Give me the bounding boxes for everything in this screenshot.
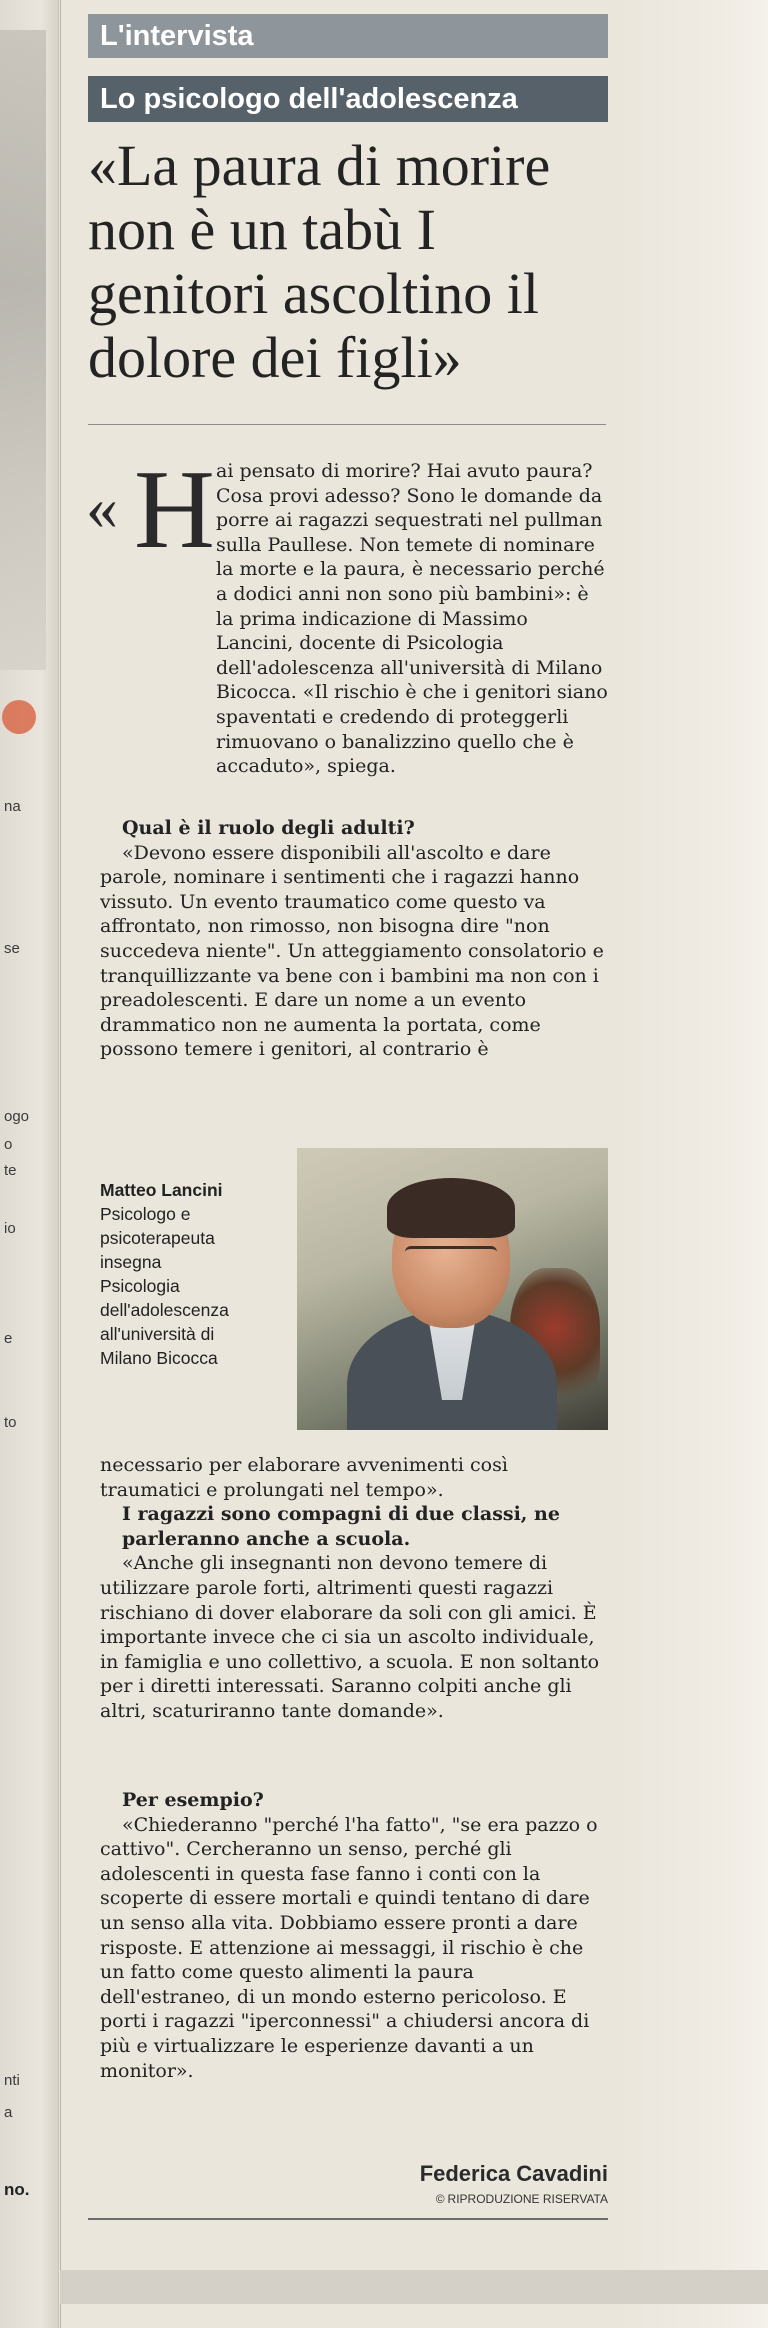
qa-block-3 [100,1788,608,2083]
caption-line: dell'adolescenza [100,1300,229,1320]
adjacent-fragment: to [4,1414,17,1431]
question-1: Qual è il ruolo degli adulti? [122,817,415,839]
qa-block-2 [100,1453,608,1724]
article-end-rule [88,2218,608,2220]
bottom-page-strip [60,2270,768,2304]
adjacent-fragment: a [4,2104,13,2121]
headline: «La paura di morire non è un tabù I genitori ascoltino il dolore dei figli» [88,133,551,390]
section-label: Lo psicologo dell'adolescenza [88,76,608,122]
caption-line: all'università di [100,1324,215,1344]
adjacent-fragment: na [4,798,21,815]
question-2: I ragazzi sono compagni di due classi, ne parleranno anche a scuola. [122,1503,560,1550]
drop-cap-letter: H [134,448,215,572]
caption-name: Matteo Lancini [100,1180,223,1200]
answer-2: «Anche gli insegnanti non devono temere di utilizzare parole forti, altrimenti questi ragazzi rischiano di dover elaborare da soli con gli amici. È importante invece che ci sia un ascolto individuale, in famiglia e uno collettivo, a scuola. E non soltanto per i diretti interessati. Saranno colpiti anche gli altri, scaturiranno tante domande». [100,1552,600,1722]
photo-caption [100,1178,290,1370]
qa-block-1 [100,816,608,1062]
drop-cap-quote: « [86,472,118,543]
answer-1: «Devono essere disponibili all'ascolto e dare parole, nominare i sentimenti che i ragazzi hanno vissuto. Un evento traumatico come questo va affrontato, non rimosso, non bisogna dire "non succedeva niente". Un atteggiamento consolatorio e tranquillizzante va bene con i bambini ma non con i preadolescenti. E dare un nome a un evento drammatico non ne aumenta la portata, come possono temere i genitori, al contrario è [100,841,604,1061]
headline-divider [88,424,606,425]
adjacent-fragment: e [4,1330,13,1347]
caption-line: Psicologia [100,1276,180,1296]
answer-3: «Chiederanno "perché l'ha fatto", "se era pazzo o cattivo". Cercheranno un senso, perché gli adolescenti in questa fase fanno i conti con la scoperte di essere mortali e quindi tentano di dare un senso alla vita. Dobbiamo essere pronti a dare risposte. E attenzione ai messaggi, il rischio è che un fatto come questo alimenti la paura dell'estraneo, di un mondo esterno pericoloso. E porti i ragazzi "iperconnessi" a chiudersi ancora di più e virtualizzare le esperienze davanti a un monitor». [100,1813,598,2082]
page-fold-line [60,0,61,2328]
copyright-text: RIPRODUZIONE RISERVATA [447,2192,608,2206]
caption-line: psicoterapeuta [100,1228,215,1248]
copyright-icon: © [435,2192,445,2206]
adjacent-fragment: io [4,1220,16,1237]
adjacent-page-badge [2,700,36,734]
portrait-photo [297,1148,608,1430]
author-byline: Federica Cavadini [419,2161,608,2186]
adjacent-fragment: nti [4,2072,20,2089]
right-page-margin [618,0,768,2328]
caption-line: Psicologo e [100,1204,191,1224]
answer-1-continued: necessario per elaborare avvenimenti così traumatici e prolungati nel tempo». [100,1454,508,1501]
adjacent-page-photo [0,30,46,670]
question-3: Per esempio? [122,1789,264,1811]
adjacent-fragment: te [4,1162,17,1179]
lead-paragraph [100,459,608,779]
kicker-label: L'intervista [88,14,608,58]
adjacent-fragment: no. [4,2180,30,2199]
lead-text: ai pensato di morire? Hai avuto paura? Cosa provi adesso? Sono le domande da porre ai ragazzi sequestrati nel pullman sulla Paullese. Non temete di nominare la morte e la paura, è necessario perché a dodici anni non sono più bambini»: è la prima indicazione di Massimo Lancini, docente di Psicologia dell'adolescenza all'università di Milano Bicocca. «Il rischio è che i genitori siano spaventati e credendo di proteggerli rimuovano o banalizzino quello che è accaduto», spiega. [216,460,608,778]
adjacent-fragment: o [4,1136,13,1153]
copyright-notice [300,2192,608,2206]
adjacent-fragment: ogo [4,1108,30,1125]
adjacent-fragment: se [4,940,20,957]
adjacent-page-edge [0,0,59,2328]
caption-line: insegna [100,1252,162,1272]
caption-line: Milano Bicocca [100,1348,218,1368]
